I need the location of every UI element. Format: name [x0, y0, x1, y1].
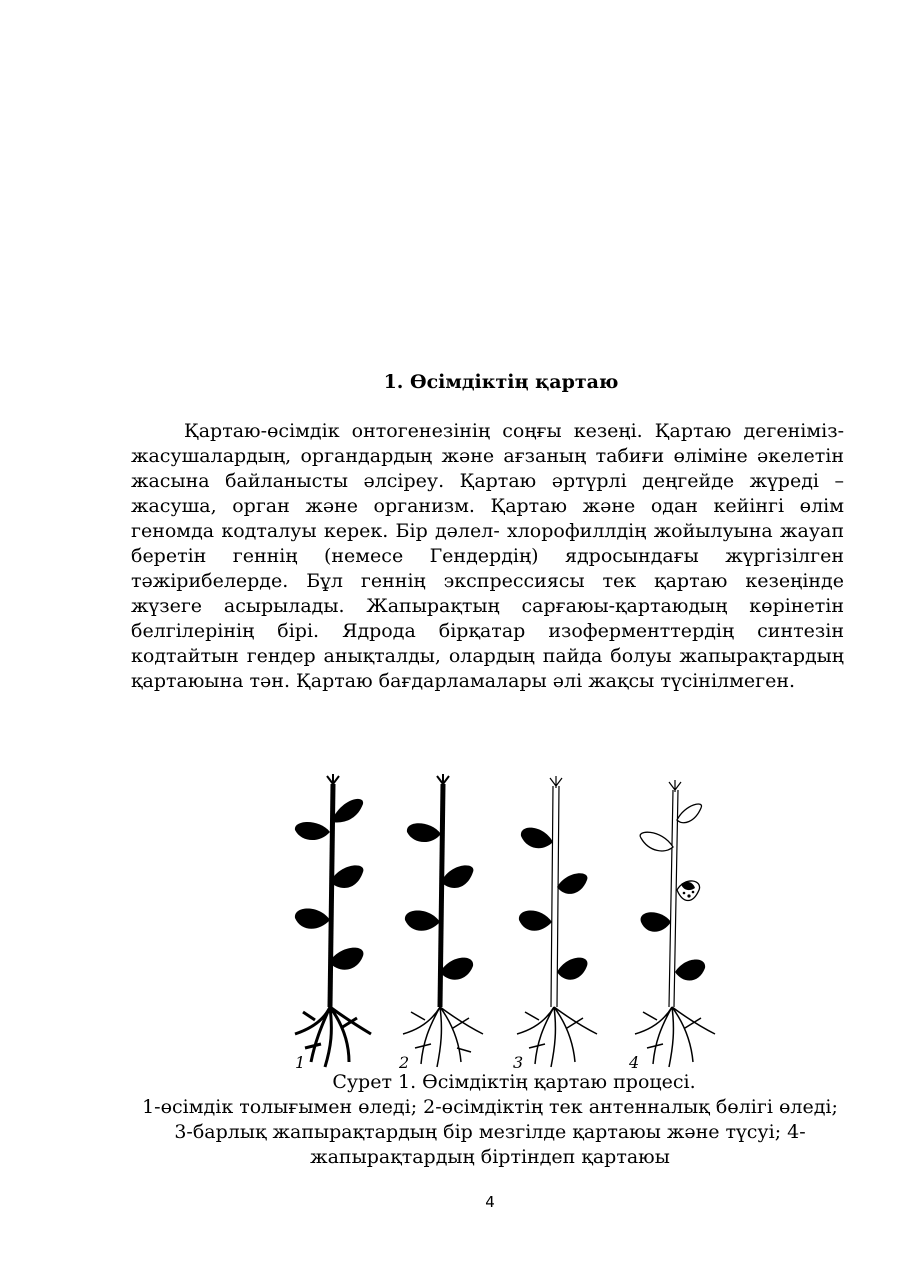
figure-caption-text: 1-өсімдік толығымен өледі; 2-өсімдіктің тек антенналық бөлігі өледі; 3-барлық жапырақтардың бір мезгілде қартаюы және түсуі; 4-жапырақтардың біртіндеп қартаюы — [142, 1096, 838, 1168]
figure-caption-title: Сурет 1. Өсімдіктің қартаю процесі. — [332, 1071, 696, 1093]
plant-2-illustration — [403, 774, 483, 1067]
plant-1-illustration — [295, 774, 371, 1067]
plant-label-1: 1 — [295, 1053, 306, 1072]
page-number: 4 — [485, 1193, 495, 1211]
plant-4-illustration — [635, 780, 715, 1067]
plant-label-2: 2 — [399, 1053, 410, 1072]
body-paragraph: Қартаю-өсімдік онтогенезінің соңғы кезеңі. Қартаю дегеніміз-жасушалардың, органдардың және ағзаның табиғи өліміне әкелетін жасына байланысты әлсіреу. Қартаю әртүрлі деңгейде жүреді – жасуша, орган және организм. Қартаю және одан кейінгі өлім геномда кодталуы керек. Бір дәлел- хлорофиллдің жойылуына жауап беретін геннің (немесе Гендердің) ядросындағы жүргізілген тәжірибелерде. Бұл геннің экспрессиясы тек қартаю кезеңінде жүзеге асырылады. Жапырақтың сарғаюы-қартаюдың көрінетін белгілерінің бірі. Ядрода бірқатар изоферменттердің синтезін кодтайтын гендер анықталды, олардың пайда болуы жапырақтардың қартаюына тән. Қартаю бағдарламалары әлі жақсы түсінілмеген. — [131, 420, 844, 692]
plant-aging-figure — [285, 772, 725, 1072]
plant-label-4: 4 — [629, 1053, 640, 1072]
section-heading: 1. Өсімдіктің қартаю — [383, 371, 619, 393]
plant-label-3: 3 — [513, 1053, 524, 1072]
plant-3-illustration — [517, 776, 597, 1067]
